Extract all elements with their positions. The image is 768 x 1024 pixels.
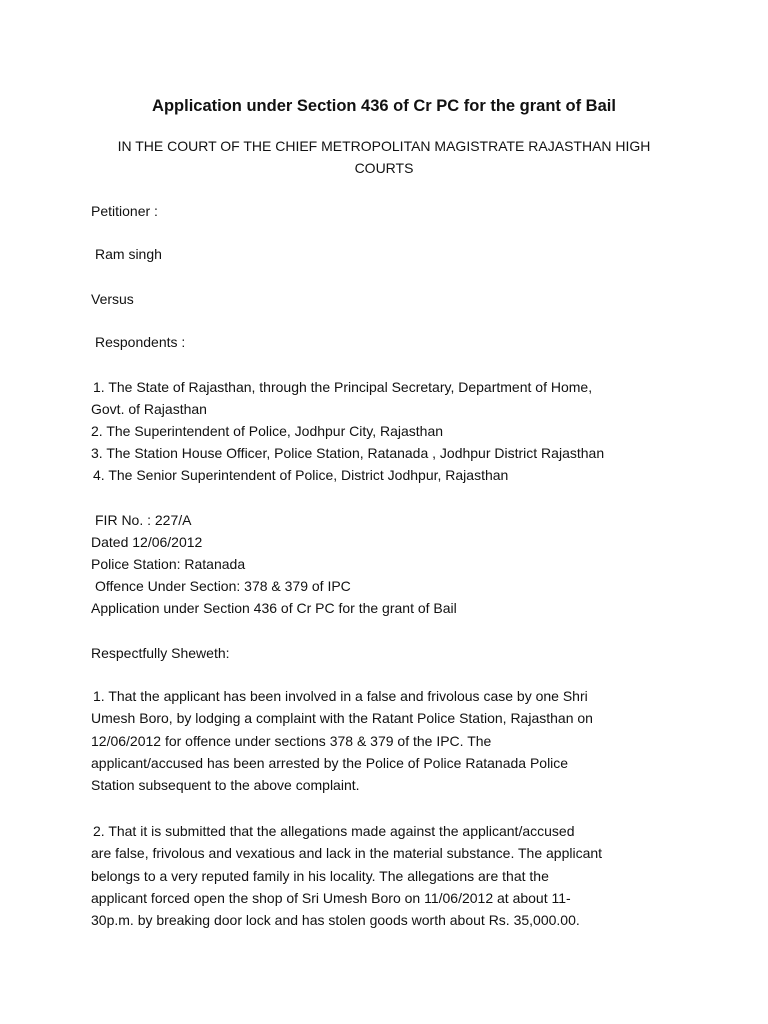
paragraph-2-line: 2. That it is submitted that the allegations made against the applicant/accused bbox=[93, 823, 575, 839]
respondent-line-4: 3. The Station House Officer, Police Station, Ratanada , Jodhpur District Rajasthan bbox=[91, 445, 605, 461]
respondents-label: Respondents : bbox=[95, 334, 186, 350]
respondent-line-1: 1. The State of Rajasthan, through the Principal Secretary, Department of Home, bbox=[93, 379, 593, 395]
paragraph-2-line: applicant forced open the shop of Sri Umesh Boro on 11/06/2012 at about 11- bbox=[91, 889, 571, 906]
paragraph-2 bbox=[91, 820, 691, 931]
respondent-line-3: 2. The Superintendent of Police, Jodhpur City, Rajasthan bbox=[91, 423, 444, 439]
paragraph-2-line: 30p.m. by breaking door lock and has stolen goods worth about Rs. 35,000.00. bbox=[91, 912, 580, 929]
paragraph-1-line: Station subsequent to the above complaint. bbox=[91, 777, 360, 794]
paragraph-1-line: applicant/accused has been arrested by the Police of Police Ratanada Police bbox=[91, 754, 569, 771]
respondent-line-5: 4. The Senior Superintendent of Police, District Jodhpur, Rajasthan bbox=[93, 467, 509, 483]
paragraph-1-line: 1. That the applicant has been involved in a false and frivolous case by one Shri bbox=[93, 688, 588, 704]
document-title: Application under Section 436 of Cr PC for the grant of Bail bbox=[152, 97, 616, 115]
respondent-line-2: Govt. of Rajasthan bbox=[91, 401, 207, 417]
court-heading: IN THE COURT OF THE CHIEF METROPOLITAN MAGISTRATE RAJASTHAN HIGH COURTS bbox=[117, 138, 651, 176]
fir-police-station: Police Station: Ratanada bbox=[91, 556, 246, 572]
fir-number: FIR No. : 227/A bbox=[95, 512, 192, 528]
paragraph-1-line: 12/06/2012 for offence under sections 378 & 379 of the IPC. The bbox=[91, 732, 492, 749]
salutation: Respectfully Sheweth: bbox=[91, 645, 230, 661]
petitioner-name: Ram singh bbox=[95, 246, 162, 262]
fir-date: Dated 12/06/2012 bbox=[91, 534, 203, 550]
fir-application: Application under Section 436 of Cr PC for the grant of Bail bbox=[91, 600, 457, 616]
versus-text: Versus bbox=[91, 291, 134, 307]
paragraph-1 bbox=[91, 685, 691, 796]
petitioner-label: Petitioner : bbox=[91, 203, 158, 219]
fir-offence: Offence Under Section: 378 & 379 of IPC bbox=[95, 578, 351, 594]
paragraph-2-line: are false, frivolous and vexatious and lack in the material substance. The applicant bbox=[91, 845, 603, 862]
paragraph-2-line: belongs to a very reputed family in his locality. The allegations are that the bbox=[91, 867, 549, 884]
paragraph-1-line: Umesh Boro, by lodging a complaint with the Ratant Police Station, Rajasthan on bbox=[91, 710, 593, 727]
